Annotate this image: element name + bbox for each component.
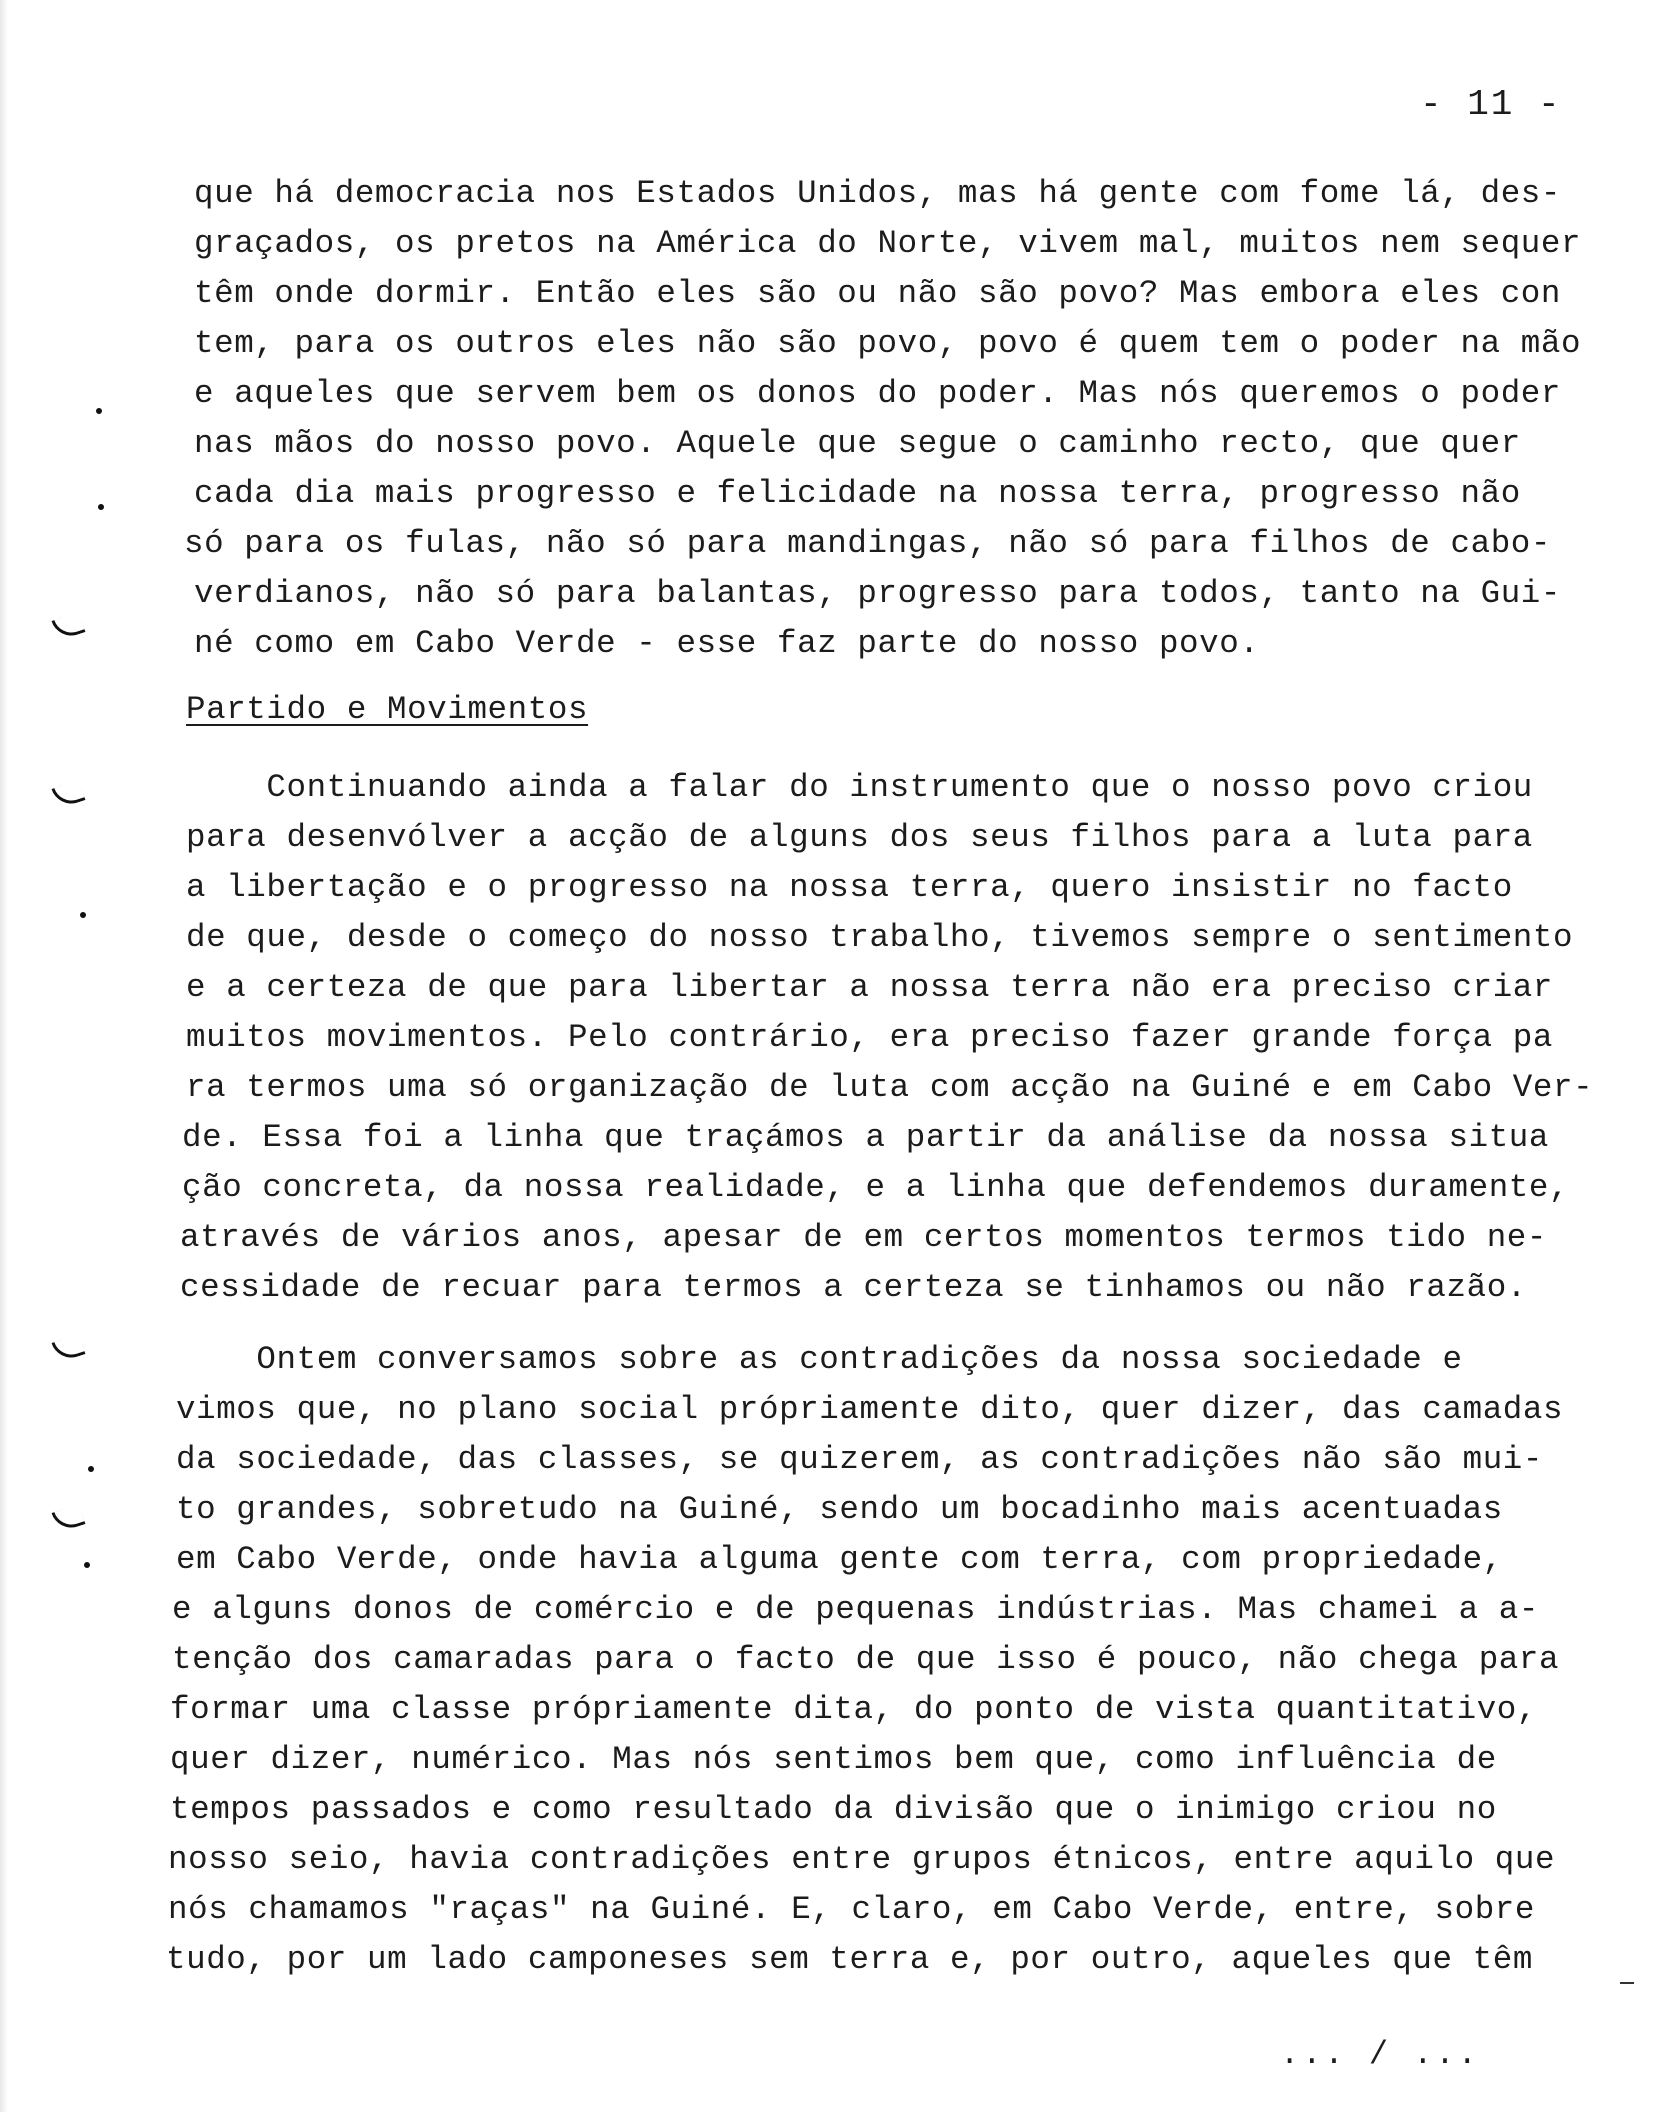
text-line: através de vários anos, apesar de em certos momentos termos tido ne- [180,1219,1548,1256]
section-heading: Partido e Movimentos [186,691,589,728]
text-line: graçados, os pretos na América do Norte, vivem mal, muitos nem sequer [194,225,1582,262]
margin-dot [80,912,86,918]
text-line: têm onde dormir. Então eles são ou não são povo? Mas embora eles con [194,275,1562,312]
text-line: de que, desde o começo do nosso trabalho, tivemos sempre o sentimento [186,919,1574,956]
text-line: de. Essa foi a linha que traçámos a partir da análise da nossa situa [182,1119,1550,1156]
text-line: a libertação e o progresso na nossa terra, quero insistir no facto [186,869,1513,906]
margin-mark [51,1334,85,1363]
margin-mark [51,780,85,809]
text-line: ra termos uma só organização de luta com acção na Guiné e em Cabo Ver- [186,1069,1594,1106]
text-line: que há democracia nos Estados Unidos, mas há gente com fome lá, des- [194,175,1562,212]
text-line: to grandes, sobretudo na Guiné, sendo um bocadinho mais acentuadas [176,1491,1503,1528]
margin-mark [51,1504,85,1533]
text-line: tenção dos camaradas para o facto de que isso é pouco, não chega para [172,1641,1560,1678]
margin-dot [88,1466,94,1472]
text-line: Ontem conversamos sobre as contradições da nossa sociedade e [176,1341,1463,1378]
text-line: tudo, por um lado camponeses sem terra e, por outro, aqueles que têm [166,1941,1534,1978]
margin-dot [84,1562,90,1568]
text-line: verdianos, não só para balantas, progresso para todos, tanto na Gui- [194,575,1562,612]
text-line: e aqueles que servem bem os donos do poder. Mas nós queremos o poder [194,375,1562,412]
text-line: nós chamamos "raças" na Guiné. E, claro, em Cabo Verde, entre, sobre [168,1891,1536,1928]
scan-edge [0,0,8,2112]
text-line: quer dizer, numérico. Mas nós sentimos bem que, como influência de [170,1741,1497,1778]
text-line: da sociedade, das classes, se quizerem, as contradições não são mui- [176,1441,1544,1478]
text-line: cada dia mais progresso e felicidade na nossa terra, progresso não [194,475,1521,512]
text-line: muitos movimentos. Pelo contrário, era preciso fazer grande força pa [186,1019,1554,1056]
margin-dot [96,408,102,414]
text-line: Continuando ainda a falar do instrumento que o nosso povo criou [186,769,1533,806]
margin-dash [1620,1982,1634,1984]
text-line: nas mãos do nosso povo. Aquele que segue o caminho recto, que quer [194,425,1521,462]
text-line: né como em Cabo Verde - esse faz parte do nosso povo. [194,625,1260,662]
text-line: e alguns donos de comércio e de pequenas indústrias. Mas chamei a a- [172,1591,1540,1628]
margin-mark [51,612,85,641]
continuation-marker: ... / ... [1280,2036,1480,2073]
text-line: cessidade de recuar para termos a certeza se tinhamos ou não razão. [180,1269,1527,1306]
text-line: em Cabo Verde, onde havia alguma gente com terra, com propriedade, [176,1541,1503,1578]
page-number: - 11 - [1420,84,1562,125]
text-line: e a certeza de que para libertar a nossa terra não era preciso criar [186,969,1554,1006]
text-line: para desenvólver a acção de alguns dos seus filhos para a luta para [186,819,1533,856]
text-line: vimos que, no plano social própriamente dito, quer dizer, das camadas [176,1391,1564,1428]
text-line: nosso seio, havia contradições entre grupos étnicos, entre aquilo que [168,1841,1556,1878]
text-line: tempos passados e como resultado da divisão que o inimigo criou no [170,1791,1497,1828]
text-line: ção concreta, da nossa realidade, e a linha que defendemos duramente, [182,1169,1570,1206]
text-line: formar uma classe própriamente dita, do ponto de vista quantitativo, [170,1691,1538,1728]
text-line: tem, para os outros eles não são povo, povo é quem tem o poder na mão [194,325,1582,362]
margin-dot [98,504,104,510]
text-line: só para os fulas, não só para mandingas, não só para filhos de cabo- [184,525,1552,562]
